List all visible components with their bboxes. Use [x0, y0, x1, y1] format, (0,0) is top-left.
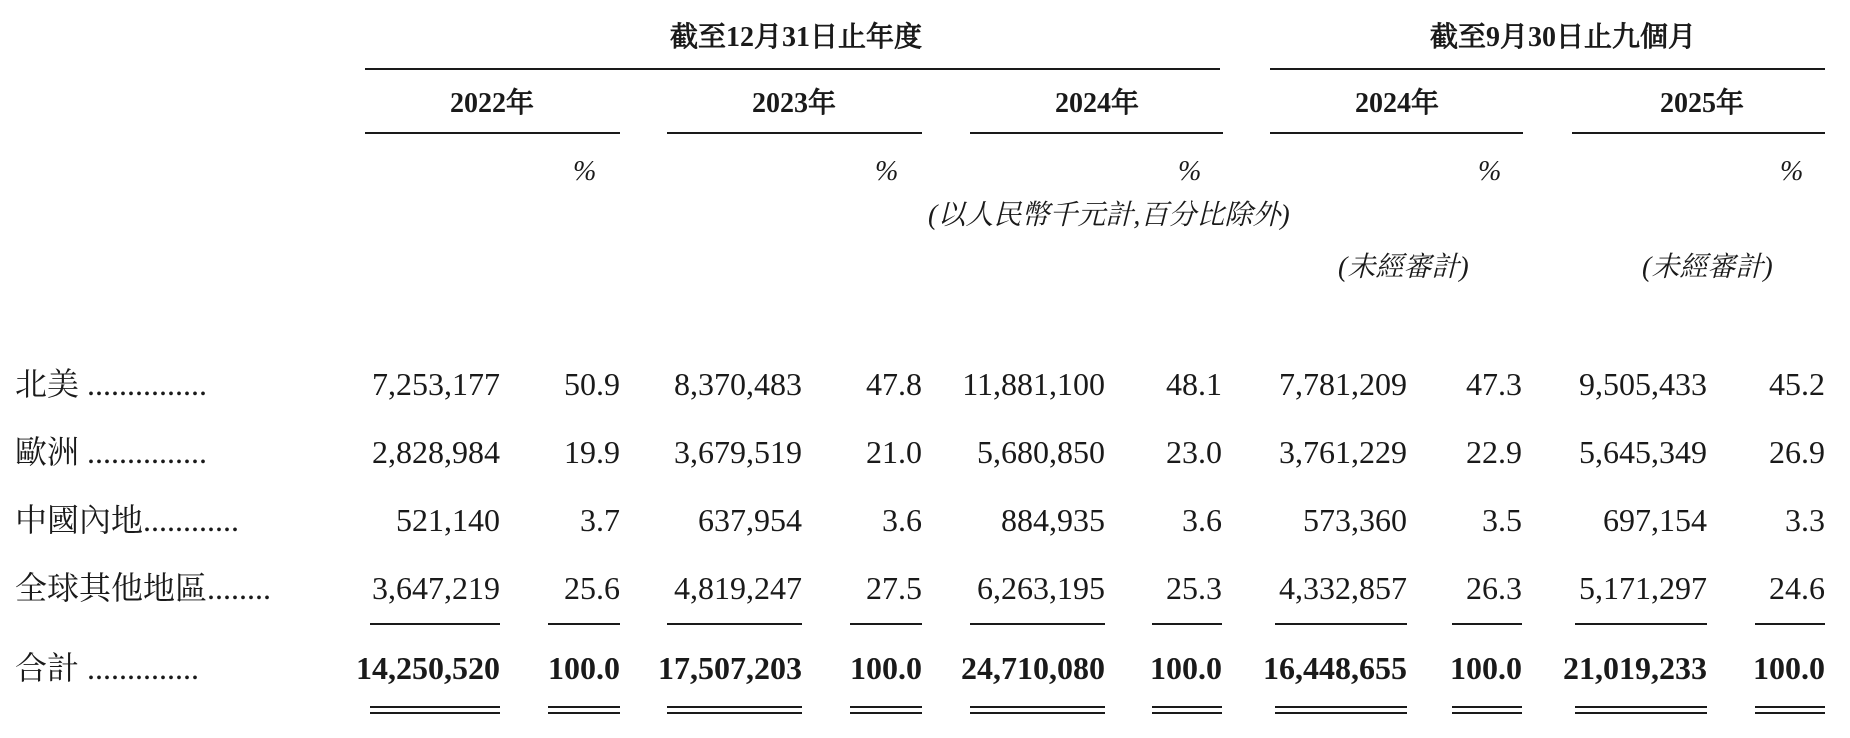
region-label: 歐洲 ...............: [15, 434, 208, 470]
header-group-annual-rule: [365, 68, 1220, 70]
percent-cell: 100.0: [1450, 650, 1522, 686]
percent-header: %: [1178, 156, 1202, 187]
total-double-rule: [850, 706, 922, 714]
amount-cell: 521,140: [396, 502, 500, 538]
amount-cell: 5,171,297: [1579, 570, 1707, 606]
amount-cell: 16,448,655: [1263, 650, 1407, 686]
percent-cell: 19.9: [564, 434, 620, 470]
amount-cell: 8,370,483: [674, 366, 802, 402]
percent-cell: 26.3: [1466, 570, 1522, 606]
subtotal-rule: [1575, 623, 1707, 625]
percent-cell: 48.1: [1166, 366, 1222, 402]
amount-cell: 573,360: [1303, 502, 1407, 538]
percent-cell: 3.3: [1785, 502, 1825, 538]
total-double-rule: [1575, 706, 1707, 714]
percent-cell: 100.0: [548, 650, 620, 686]
percent-cell: 25.3: [1166, 570, 1222, 606]
subtotal-rule: [1755, 623, 1825, 625]
percent-cell: 3.5: [1482, 502, 1522, 538]
unaudited-note-2024: (未經審計): [1338, 252, 1469, 283]
percent-cell: 47.8: [866, 366, 922, 402]
year-rule-2022: [365, 132, 620, 134]
amount-cell: 6,263,195: [977, 570, 1105, 606]
amount-cell: 5,680,850: [977, 434, 1105, 470]
amount-cell: 5,645,349: [1579, 434, 1707, 470]
unaudited-note-2025: (未經審計): [1642, 252, 1773, 283]
amount-cell: 21,019,233: [1563, 650, 1707, 686]
amount-cell: 17,507,203: [658, 650, 802, 686]
percent-cell: 25.6: [564, 570, 620, 606]
header-group-nine-months: 截至9月30日止九個月: [1430, 22, 1697, 53]
total-double-rule: [667, 706, 802, 714]
subtotal-rule: [850, 623, 922, 625]
total-double-rule: [970, 706, 1105, 714]
subtotal-rule: [1275, 623, 1407, 625]
total-double-rule: [1452, 706, 1522, 714]
percent-cell: 23.0: [1166, 434, 1222, 470]
percent-header: %: [573, 156, 597, 187]
amount-cell: 3,761,229: [1279, 434, 1407, 470]
percent-cell: 26.9: [1769, 434, 1825, 470]
percent-cell: 24.6: [1769, 570, 1825, 606]
year-header-2023: 2023年: [752, 88, 837, 119]
subtotal-rule: [370, 623, 500, 625]
percent-cell: 100.0: [850, 650, 922, 686]
region-label: 北美 ...............: [15, 366, 208, 402]
year-header-2024-9m: 2024年: [1355, 88, 1440, 119]
amount-cell: 24,710,080: [961, 650, 1105, 686]
amount-cell: 9,505,433: [1579, 366, 1707, 402]
year-rule-2024-9m: [1270, 132, 1523, 134]
percent-cell: 3.6: [1182, 502, 1222, 538]
unit-note: (以人民幣千元計,百分比除外): [928, 200, 1290, 231]
subtotal-rule: [1452, 623, 1522, 625]
percent-header: %: [875, 156, 899, 187]
region-label: 全球其他地區........: [15, 570, 272, 606]
amount-cell: 14,250,520: [356, 650, 500, 686]
percent-cell: 3.7: [580, 502, 620, 538]
header-group-annual: 截至12月31日止年度: [670, 22, 923, 53]
amount-cell: 884,935: [1001, 502, 1105, 538]
amount-cell: 3,679,519: [674, 434, 802, 470]
subtotal-rule: [548, 623, 620, 625]
percent-header: %: [1780, 156, 1804, 187]
total-double-rule: [370, 706, 500, 714]
total-double-rule: [1275, 706, 1407, 714]
amount-cell: 7,253,177: [372, 366, 500, 402]
percent-cell: 21.0: [866, 434, 922, 470]
subtotal-rule: [1152, 623, 1222, 625]
percent-header: %: [1478, 156, 1502, 187]
amount-cell: 637,954: [698, 502, 802, 538]
amount-cell: 4,819,247: [674, 570, 802, 606]
total-double-rule: [1152, 706, 1222, 714]
year-rule-2023: [667, 132, 922, 134]
percent-cell: 100.0: [1753, 650, 1825, 686]
region-label: 中國內地............: [15, 502, 240, 538]
percent-cell: 22.9: [1466, 434, 1522, 470]
percent-cell: 45.2: [1769, 366, 1825, 402]
amount-cell: 3,647,219: [372, 570, 500, 606]
header-group-nine-months-rule: [1270, 68, 1825, 70]
year-header-2024: 2024年: [1055, 88, 1140, 119]
total-double-rule: [1755, 706, 1825, 714]
total-double-rule: [548, 706, 620, 714]
amount-cell: 2,828,984: [372, 434, 500, 470]
year-header-2022: 2022年: [450, 88, 535, 119]
amount-cell: 11,881,100: [962, 366, 1105, 402]
amount-cell: 4,332,857: [1279, 570, 1407, 606]
year-header-2025-9m: 2025年: [1660, 88, 1745, 119]
amount-cell: 697,154: [1603, 502, 1707, 538]
year-rule-2025-9m: [1572, 132, 1825, 134]
year-rule-2024: [970, 132, 1223, 134]
percent-cell: 50.9: [564, 366, 620, 402]
percent-cell: 47.3: [1466, 366, 1522, 402]
amount-cell: 7,781,209: [1279, 366, 1407, 402]
percent-cell: 100.0: [1150, 650, 1222, 686]
subtotal-rule: [970, 623, 1105, 625]
total-label: 合計 ..............: [15, 650, 200, 686]
percent-cell: 27.5: [866, 570, 922, 606]
percent-cell: 3.6: [882, 502, 922, 538]
subtotal-rule: [667, 623, 802, 625]
